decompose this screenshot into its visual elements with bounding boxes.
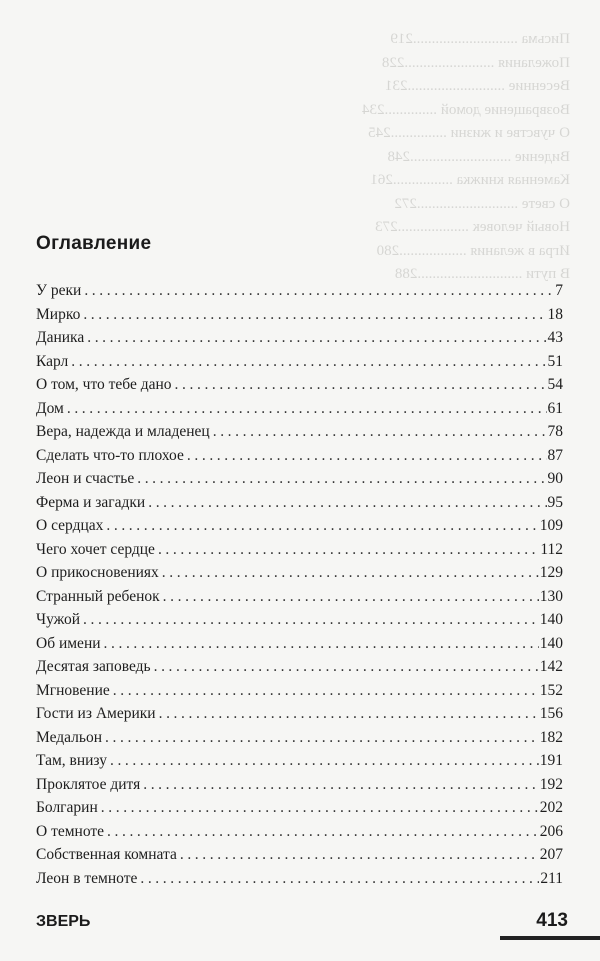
toc-entry-title: Мгновение (36, 681, 110, 699)
toc-entry (36, 796, 563, 820)
toc-entry-title: О том, что тебе дано (36, 376, 172, 393)
dot-leader (110, 749, 539, 773)
toc-entry (36, 726, 563, 750)
toc-entry-title: Карл (36, 352, 69, 370)
ghost-line: Видение ...........................248 (387, 148, 570, 165)
toc-entry-title: Сделать что-то плохое (36, 446, 184, 464)
toc-entry-page: 191 (539, 752, 563, 769)
dot-leader (67, 397, 547, 421)
toc-entry (36, 655, 563, 679)
ghost-line: Игра в желания ..................280 (376, 242, 570, 259)
dot-leader (107, 820, 539, 844)
toc-entry-page: 51 (547, 352, 563, 370)
toc-entry-page: 43 (547, 329, 563, 346)
toc-entry-page: 109 (539, 517, 563, 534)
toc-entry-title: Странный ребенок (36, 587, 160, 605)
toc-entry-title: У реки (36, 282, 82, 299)
toc-entry (36, 397, 563, 421)
toc-entry (36, 702, 563, 726)
toc-entry (36, 514, 563, 538)
ghost-line: Каменная книжка ................261 (370, 172, 570, 188)
toc-entry-title: Леон в темноте (36, 869, 138, 887)
ghost-line: Письма ............................219 (390, 31, 570, 47)
dot-leader (106, 514, 538, 538)
toc-entry (36, 843, 563, 867)
ghost-line: О чувстве и жизни ...............245 (368, 125, 570, 141)
toc-entry (36, 749, 563, 773)
dot-leader (84, 279, 554, 303)
toc-entry-title: Гости из Америки (36, 705, 156, 722)
toc-entry-page: 130 (539, 587, 563, 605)
footer-rule (500, 936, 600, 940)
dot-leader (163, 585, 539, 609)
dot-leader (83, 608, 539, 632)
toc-entry (36, 420, 563, 444)
ghost-line: Пожелания ........................228 (381, 54, 570, 71)
dot-leader (83, 303, 546, 327)
dot-leader (140, 867, 539, 891)
toc-entry-title: Дом (36, 399, 64, 417)
toc-entry-page: 142 (539, 658, 563, 675)
dot-leader (159, 702, 539, 726)
toc-entry (36, 326, 563, 350)
toc-entry-page: 129 (539, 564, 563, 581)
ghost-line: Новый человек ...................273 (375, 219, 570, 235)
dot-leader (154, 655, 539, 679)
dot-leader (143, 773, 539, 797)
toc-entry (36, 444, 563, 468)
toc-entry (36, 679, 563, 703)
toc-entry-title: Об имени (36, 634, 101, 652)
ghost-line: Возвращение домой ..............234 (362, 101, 570, 118)
toc-entry (36, 867, 563, 891)
book-title: ЗВЕРЬ (36, 913, 91, 930)
ghost-line: О свете ...........................272 (394, 195, 570, 212)
dot-leader (113, 679, 539, 703)
toc-entry (36, 491, 563, 515)
dot-leader (175, 373, 547, 397)
dot-leader (104, 632, 539, 656)
toc-entry-page: 156 (539, 705, 563, 722)
dot-leader (71, 350, 546, 374)
toc-entry-page: 192 (539, 775, 563, 793)
toc-entry-page: 206 (539, 822, 563, 840)
toc-entry-page: 78 (547, 423, 563, 440)
toc-heading: Оглавление (36, 233, 152, 254)
toc-entry-title: О сердцах (36, 517, 104, 534)
toc-entry-page: 90 (547, 470, 563, 487)
toc-entry-page: 211 (540, 869, 563, 887)
toc-entry-title: Десятая заповедь (36, 658, 151, 675)
toc-entry (36, 561, 563, 585)
toc-entry (36, 632, 563, 656)
dot-leader (158, 538, 539, 562)
dot-leader (162, 561, 539, 585)
toc-entry (36, 373, 563, 397)
toc-entry-page: 202 (539, 799, 563, 816)
dot-leader (180, 843, 539, 867)
dot-leader (101, 796, 539, 820)
dot-leader (87, 326, 546, 350)
toc-entry (36, 279, 563, 303)
bleed-through-text (300, 28, 570, 287)
toc-entry-title: Ферма и загадки (36, 493, 146, 511)
table-of-contents (36, 279, 563, 890)
dot-leader (213, 420, 547, 444)
dot-leader (137, 467, 546, 491)
toc-entry-page: 207 (539, 846, 563, 863)
toc-entry-title: Медальон (36, 728, 103, 746)
toc-entry-title: Там, внизу (36, 752, 107, 769)
toc-entry-page: 152 (539, 681, 563, 699)
toc-entry-title: Даника (36, 329, 85, 346)
page-number: 413 (536, 910, 568, 931)
toc-entry-page: 140 (539, 634, 563, 652)
toc-entry (36, 820, 563, 844)
toc-entry (36, 608, 563, 632)
toc-entry-page: 140 (539, 611, 563, 628)
toc-entry-title: Проклятое дитя (36, 775, 141, 793)
toc-entry-title: О прикосновениях (36, 564, 159, 581)
toc-entry (36, 303, 563, 327)
toc-entry-page: 87 (547, 446, 563, 464)
toc-entry-title: О темноте (36, 822, 105, 840)
toc-entry-page: 54 (547, 376, 563, 393)
toc-entry-title: Вера, надежда и младенец (36, 423, 210, 440)
toc-entry (36, 467, 563, 491)
toc-entry-title: Болгарин (36, 799, 98, 816)
toc-entry-page: 61 (547, 399, 563, 417)
toc-entry-page: 18 (547, 305, 563, 323)
toc-entry-title: Собственная комната (36, 846, 177, 863)
toc-entry (36, 538, 563, 562)
dot-leader (105, 726, 539, 750)
toc-entry (36, 585, 563, 609)
toc-entry-page: 112 (540, 540, 563, 558)
dot-leader (187, 444, 547, 468)
toc-entry-title: Чего хочет сердце (36, 540, 155, 558)
toc-entry-page: 7 (555, 282, 563, 299)
toc-entry-title: Леон и счастье (36, 470, 135, 487)
ghost-line: В пути ............................288 (394, 266, 570, 282)
toc-entry-page: 182 (539, 728, 563, 746)
toc-entry (36, 350, 563, 374)
ghost-line: Весенние ..........................231 (384, 78, 570, 94)
toc-entry (36, 773, 563, 797)
toc-entry-title: Мирко (36, 305, 81, 323)
dot-leader (148, 491, 546, 515)
toc-entry-page: 95 (547, 493, 563, 511)
toc-entry-title: Чужой (36, 611, 80, 628)
